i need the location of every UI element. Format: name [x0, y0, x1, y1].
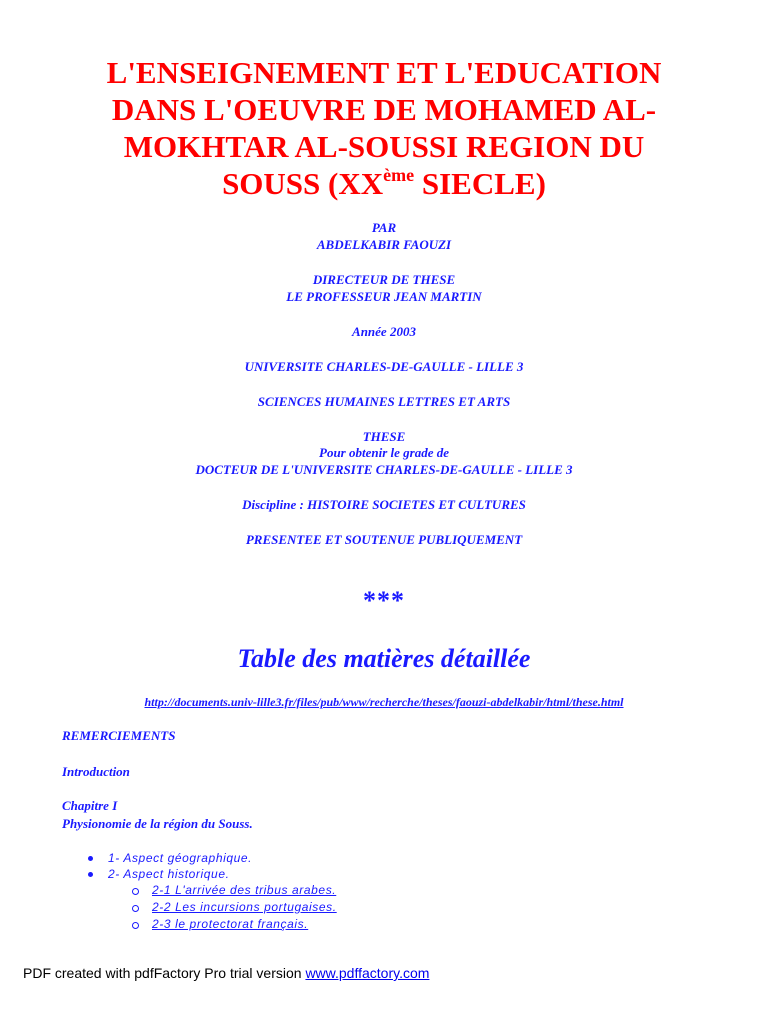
author-name: ABDELKABIR FAOUZI [316, 237, 452, 252]
toc-introduction[interactable]: Introduction [62, 764, 130, 779]
footer-text: PDF created with pdfFactory Pro trial version [23, 965, 306, 981]
toc-section-list [80, 850, 337, 933]
list-item[interactable] [130, 882, 337, 899]
bullet-circle-icon [132, 888, 139, 895]
bullet-disc-icon [88, 856, 93, 861]
presentee: PRESENTEE ET SOUTENUE PUBLIQUEMENT [245, 532, 523, 547]
these-label: THESE [362, 429, 406, 444]
faculty: SCIENCES HUMAINES LETTRES ET ARTS [257, 394, 511, 409]
toc-subitem-link[interactable]: 2-2 Les incursions portugaises. [152, 900, 337, 914]
title-line-4-post: SIECLE) [414, 166, 546, 201]
toc-item-label: 1- Aspect géographique. [108, 851, 253, 865]
par-label: PAR [371, 220, 397, 235]
list-item[interactable] [130, 916, 337, 933]
footer-link[interactable]: www.pdffactory.com [305, 965, 430, 981]
toc-remerciements[interactable]: REMERCIEMENTS [62, 728, 176, 743]
title-line-2: DANS L'OEUVRE DE MOHAMED AL- [111, 92, 657, 127]
list-item[interactable] [80, 866, 337, 933]
bullet-circle-icon [132, 922, 139, 929]
title-line-1: L'ENSEIGNEMENT ET L'EDUCATION [106, 55, 662, 90]
toc-subitem-link[interactable]: 2-3 le protectorat français. [152, 917, 309, 931]
discipline: Discipline : HISTOIRE SOCIETES ET CULTURES [242, 497, 526, 512]
pour-obtenir: Pour obtenir le grade de [319, 445, 449, 460]
toc-subsection-list [130, 882, 337, 933]
toc-chapter-title[interactable]: Physionomie de la région du Souss. [62, 816, 253, 831]
list-item[interactable] [130, 899, 337, 916]
toc-title: Table des matières détaillée [237, 644, 531, 673]
director-name: LE PROFESSEUR JEAN MARTIN [286, 289, 482, 304]
bullet-circle-icon [132, 905, 139, 912]
title-superscript: ème [383, 164, 415, 185]
bullet-disc-icon [88, 872, 93, 877]
pdf-footer [23, 964, 429, 982]
title-line-4-pre: SOUSS (XX [222, 166, 384, 201]
toc-chapter-label[interactable]: Chapitre I [62, 798, 118, 813]
director-label: DIRECTEUR DE THESE [312, 272, 456, 287]
thesis-title [40, 54, 728, 202]
docteur-grade: DOCTEUR DE L'UNIVERSITE CHARLES-DE-GAULLE - LILLE 3 [195, 462, 573, 477]
year: Année 2003 [352, 324, 416, 339]
list-item[interactable] [80, 850, 337, 866]
university: UNIVERSITE CHARLES-DE-GAULLE - LILLE 3 [244, 359, 524, 374]
toc-subitem-link[interactable]: 2-1 L'arrivée des tribus arabes. [152, 883, 337, 897]
title-line-3: MOKHTAR AL-SOUSSI REGION DU [123, 129, 645, 164]
source-url-link[interactable]: http://documents.univ-lille3.fr/files/pub/www/recherche/theses/faouzi-abdelkabir/html/these.html [144, 695, 624, 709]
separator-stars: *** [363, 586, 405, 615]
toc-item-label: 2- Aspect historique. [108, 867, 230, 881]
